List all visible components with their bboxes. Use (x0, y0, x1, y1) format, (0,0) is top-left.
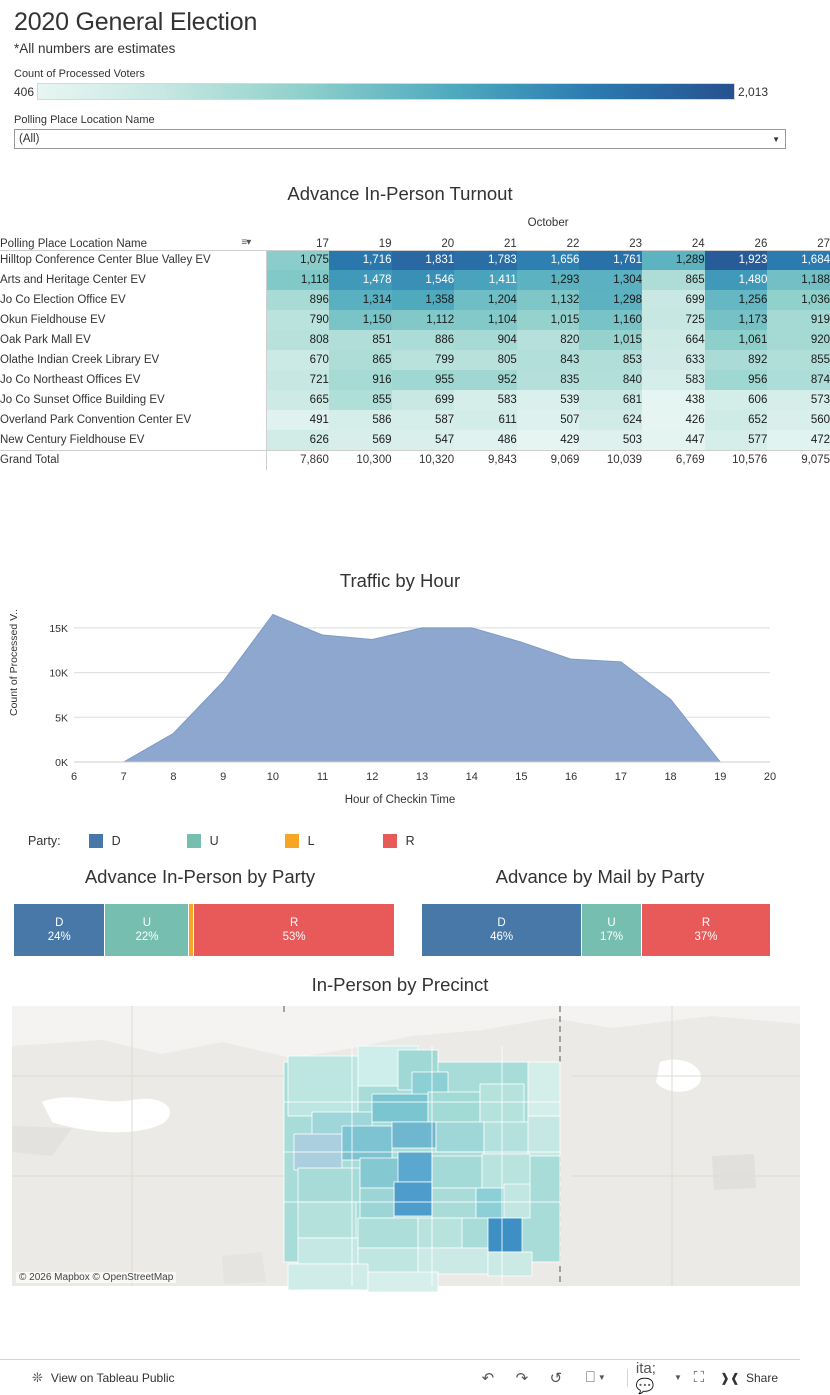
crosstab-cell[interactable]: 840 (579, 370, 642, 390)
crosstab-cell[interactable]: 1,061 (705, 330, 768, 350)
table-row[interactable] (0, 250, 830, 270)
crosstab-row-label: Jo Co Sunset Office Building EV (0, 390, 266, 410)
party-bar-segment-name: R (289, 917, 299, 929)
redo-icon[interactable]: ↷ (515, 1369, 529, 1387)
page-subtitle: *All numbers are estimates (14, 41, 176, 56)
crosstab-cell[interactable]: 569 (329, 430, 392, 450)
crosstab-cell[interactable]: 1,656 (517, 250, 580, 270)
traffic-area[interactable] (124, 614, 721, 762)
crosstab-cell[interactable]: 633 (642, 350, 705, 370)
crosstab-cell[interactable]: 586 (329, 410, 392, 430)
party-legend-item[interactable] (285, 834, 383, 848)
footer-divider (627, 1369, 628, 1387)
crosstab-cell[interactable]: 652 (705, 410, 768, 430)
party-color-swatch (89, 834, 103, 848)
tableau-logo-icon: ❊ (32, 1369, 43, 1385)
crosstab-row-label: Arts and Heritage Center EV (0, 270, 266, 290)
crosstab-cell[interactable]: 855 (329, 390, 392, 410)
traffic-y-tick: 5K (55, 712, 68, 725)
traffic-x-tick: 6 (70, 771, 78, 783)
crosstab-day-header: 21 (454, 231, 517, 250)
crosstab-cell[interactable]: 916 (329, 370, 392, 390)
traffic-area-plot (0, 598, 800, 798)
crosstab-cell[interactable]: 1,015 (579, 330, 642, 350)
party-color-swatch (383, 834, 397, 848)
crosstab-cell[interactable]: 1,075 (266, 250, 329, 270)
traffic-y-tick: 0K (55, 757, 68, 769)
crosstab-row-label: Okun Fieldhouse EV (0, 310, 266, 330)
crosstab-total-cell: 9,075 (767, 450, 830, 470)
crosstab-cell[interactable]: 799 (392, 350, 455, 370)
party-legend-label: Party: (28, 834, 61, 848)
crosstab-row-label: Jo Co Election Office EV (0, 290, 266, 310)
page-title: 2020 General Election (14, 8, 258, 36)
crosstab-row-label: Overland Park Convention Center EV (0, 410, 266, 430)
party-legend (28, 834, 800, 848)
traffic-x-tick: 12 (366, 771, 379, 783)
crosstab-cell[interactable]: 919 (767, 310, 830, 330)
crosstab-day-header: 23 (579, 231, 642, 250)
crosstab-cell[interactable]: 547 (392, 430, 455, 450)
party-bar-segment-pct: 46% (490, 931, 514, 943)
crosstab-cell[interactable]: 835 (517, 370, 580, 390)
party-bar-segment[interactable] (105, 904, 189, 956)
crosstab-total-cell: 9,843 (454, 450, 517, 470)
crosstab-cell[interactable]: 865 (329, 350, 392, 370)
crosstab-cell[interactable]: 1,684 (767, 250, 830, 270)
traffic-x-axis-label: Hour of Checkin Time (344, 794, 456, 806)
party-bar-segment[interactable] (422, 904, 582, 956)
traffic-y-tick: 15K (49, 622, 68, 635)
crosstab-cell[interactable]: 1,546 (392, 270, 455, 290)
crosstab-cell[interactable]: 892 (705, 350, 768, 370)
table-row[interactable] (0, 310, 830, 330)
crosstab-cell[interactable]: 1,480 (705, 270, 768, 290)
crosstab-cell[interactable]: 851 (329, 330, 392, 350)
pause-dropdown-icon[interactable]: ⎕ ▼ (585, 1369, 606, 1386)
crosstab-total-cell: 6,769 (642, 450, 705, 470)
party-color-swatch (285, 834, 299, 848)
crosstab-cell[interactable]: 539 (517, 390, 580, 410)
table-row[interactable] (0, 330, 830, 350)
crosstab-cell[interactable]: 855 (767, 350, 830, 370)
crosstab-cell[interactable]: 1,160 (579, 310, 642, 330)
crosstab-cell[interactable]: 560 (767, 410, 830, 430)
crosstab-cell[interactable]: 1,132 (517, 290, 580, 310)
party-bar-segment-name: U (607, 917, 616, 929)
party-bar-segment-pct: 37% (694, 931, 718, 943)
crosstab-cell[interactable]: 853 (579, 350, 642, 370)
party-legend-label-text: U (209, 834, 219, 848)
crosstab-total-cell: 10,039 (579, 450, 642, 470)
crosstab-cell[interactable]: 1,112 (392, 310, 455, 330)
traffic-x-tick: 17 (614, 771, 627, 783)
advance-in-person-bar (14, 904, 394, 956)
sort-icon[interactable]: ≡▾ (241, 236, 251, 248)
crosstab-cell[interactable]: 507 (517, 410, 580, 430)
table-row[interactable] (0, 370, 830, 390)
crosstab-cell[interactable]: 573 (767, 390, 830, 410)
party-legend-item[interactable] (187, 834, 285, 848)
crosstab-cell[interactable]: 426 (642, 410, 705, 430)
traffic-x-tick: 15 (515, 771, 528, 783)
party-bar-segment-name: D (55, 917, 64, 929)
crosstab-total-cell: 10,320 (392, 450, 455, 470)
polling-place-filter (14, 114, 800, 149)
crosstab-cell[interactable]: 1,923 (705, 250, 768, 270)
party-color-swatch (187, 834, 201, 848)
traffic-chart-title: Traffic by Hour (339, 570, 461, 591)
crosstab-day-header: 27 (767, 231, 830, 250)
table-row[interactable] (0, 270, 830, 290)
crosstab-cell[interactable]: 664 (642, 330, 705, 350)
table-row[interactable] (0, 430, 830, 450)
crosstab-row-header[interactable]: Polling Place Location Name ≡▾ (0, 231, 266, 250)
table-row[interactable] (0, 410, 830, 430)
crosstab-cell[interactable]: 808 (266, 330, 329, 350)
share-icon: ❱❰ (719, 1370, 740, 1385)
crosstab-cell[interactable]: 1,716 (329, 250, 392, 270)
crosstab-cell[interactable]: 1,150 (329, 310, 392, 330)
crosstab-cell[interactable]: 1,188 (767, 270, 830, 290)
crosstab-cell[interactable]: 956 (705, 370, 768, 390)
crosstab-cell[interactable]: 1,298 (579, 290, 642, 310)
crosstab-cell[interactable]: 429 (517, 430, 580, 450)
crosstab-cell[interactable]: 955 (392, 370, 455, 390)
party-legend-item[interactable] (383, 834, 481, 848)
crosstab-month-label: October (527, 217, 569, 229)
precinct-map[interactable] (12, 1006, 800, 1286)
crosstab-table (0, 215, 830, 470)
crosstab-cell[interactable]: 886 (392, 330, 455, 350)
crosstab-cell[interactable]: 503 (579, 430, 642, 450)
map-canvas[interactable] (12, 1006, 800, 1286)
crosstab-total-row (0, 450, 830, 470)
crosstab-cell[interactable]: 624 (579, 410, 642, 430)
crosstab-cell[interactable]: 904 (454, 330, 517, 350)
crosstab-cell[interactable]: 1,173 (705, 310, 768, 330)
table-row[interactable] (0, 290, 830, 310)
traffic-x-tick: 7 (120, 771, 127, 783)
advance-by-mail-title: Advance by Mail by Party (495, 866, 705, 887)
crosstab-cell[interactable]: 583 (642, 370, 705, 390)
crosstab-cell[interactable]: 472 (767, 430, 830, 450)
crosstab-cell[interactable]: 447 (642, 430, 705, 450)
crosstab-cell[interactable]: 1,314 (329, 290, 392, 310)
crosstab-cell[interactable]: 491 (266, 410, 329, 430)
crosstab-row-label: Olathe Indian Creek Library EV (0, 350, 266, 370)
traffic-x-tick: 11 (316, 771, 329, 783)
traffic-x-tick: 19 (714, 771, 727, 783)
crosstab-total-cell: 10,576 (705, 450, 768, 470)
party-legend-label-text: L (307, 834, 315, 848)
crosstab-total-cell: 9,069 (517, 450, 580, 470)
crosstab-cell[interactable]: 626 (266, 430, 329, 450)
party-bar-segment-name: R (701, 917, 711, 929)
traffic-x-tick: 10 (266, 771, 279, 783)
color-legend-max: 2,013 (738, 84, 769, 99)
crosstab-month-header-row (0, 215, 830, 231)
party-bar-segment-pct: 17% (600, 931, 624, 943)
crosstab-cell[interactable]: 721 (266, 370, 329, 390)
crosstab-cell[interactable]: 1,036 (767, 290, 830, 310)
crosstab-row-label: New Century Fieldhouse EV (0, 430, 266, 450)
crosstab-day-header: 19 (329, 231, 392, 250)
crosstab-total-label: Grand Total (0, 450, 266, 470)
crosstab-cell[interactable]: 1,831 (392, 250, 455, 270)
crosstab-row-label: Hilltop Conference Center Blue Valley EV (0, 250, 266, 270)
crosstab-cell[interactable]: 874 (767, 370, 830, 390)
filter-selected-value: (All) (19, 133, 40, 145)
crosstab-cell[interactable]: 896 (266, 290, 329, 310)
crosstab-cell[interactable]: 1,478 (329, 270, 392, 290)
view-on-tableau-public-link[interactable]: View on Tableau Public (50, 1370, 175, 1385)
crosstab-cell[interactable]: 438 (642, 390, 705, 410)
undo-icon[interactable]: ↶ (481, 1369, 495, 1387)
crosstab-day-header: 22 (517, 231, 580, 250)
crosstab-cell[interactable]: 1,289 (642, 250, 705, 270)
party-bar-segment-pct: 22% (135, 931, 159, 943)
crosstab-cell[interactable]: 583 (454, 390, 517, 410)
color-legend-caption: Count of Processed Voters (14, 68, 145, 80)
crosstab-cell[interactable]: 1,783 (454, 250, 517, 270)
crosstab-cell[interactable]: 1,256 (705, 290, 768, 310)
crosstab-cell[interactable]: 865 (642, 270, 705, 290)
chevron-down-icon[interactable]: ▼ (772, 134, 780, 144)
crosstab-cell[interactable]: 843 (517, 350, 580, 370)
crosstab-cell[interactable]: 1,358 (392, 290, 455, 310)
crosstab-cell[interactable]: 1,761 (579, 250, 642, 270)
crosstab-cell[interactable]: 952 (454, 370, 517, 390)
traffic-x-tick: 8 (170, 771, 177, 783)
party-legend-label-text: D (111, 834, 121, 848)
filter-label: Polling Place Location Name (14, 114, 155, 126)
crosstab-cell[interactable]: 1,015 (517, 310, 580, 330)
crosstab-cell[interactable]: 1,104 (454, 310, 517, 330)
crosstab-cell[interactable]: 577 (705, 430, 768, 450)
traffic-x-tick: 13 (415, 771, 429, 783)
crosstab-cell[interactable]: 920 (767, 330, 830, 350)
crosstab-cell[interactable]: 665 (266, 390, 329, 410)
traffic-y-axis-label: Count of Processed V.. (8, 608, 20, 716)
advance-in-person-title: Advance In-Person by Party (84, 866, 316, 887)
crosstab-day-header: 26 (705, 231, 768, 250)
traffic-x-tick: 20 (763, 771, 777, 783)
crosstab-total-cell: 10,300 (329, 450, 392, 470)
revert-icon[interactable]: ↺ (549, 1369, 563, 1387)
crosstab-cell[interactable]: 699 (642, 290, 705, 310)
traffic-x-tick: 14 (465, 771, 478, 783)
crosstab-cell[interactable]: 681 (579, 390, 642, 410)
crosstab-cell[interactable]: 486 (454, 430, 517, 450)
share-label: Share (745, 1370, 778, 1385)
traffic-x-tick: 16 (565, 771, 578, 783)
crosstab-title: Advance In-Person Turnout (287, 183, 513, 204)
crosstab-cell[interactable]: 587 (392, 410, 455, 430)
traffic-y-tick: 10K (49, 667, 68, 680)
crosstab-row-label: Oak Park Mall EV (0, 330, 266, 350)
party-bar-segment[interactable] (582, 904, 642, 956)
crosstab-cell[interactable]: 606 (705, 390, 768, 410)
advance-by-mail-bar (422, 904, 770, 956)
party-bar-segment-name: U (142, 917, 152, 929)
map-attribution: © 2026 Mapbox © OpenStreetMap (16, 1272, 176, 1283)
crosstab-day-header: 24 (642, 231, 705, 250)
crosstab (0, 215, 830, 470)
table-row[interactable] (0, 350, 830, 370)
crosstab-cell[interactable]: 1,304 (579, 270, 642, 290)
party-bar-segment-name: D (497, 917, 506, 929)
comment-icon[interactable]: ita;💬 ▼ (635, 1360, 682, 1395)
crosstab-cell[interactable]: 725 (642, 310, 705, 330)
party-bar-segment-pct: 24% (47, 931, 71, 943)
crosstab-cell[interactable]: 699 (392, 390, 455, 410)
crosstab-total-cell: 7,860 (266, 450, 329, 470)
map-title: In-Person by Precinct (311, 974, 489, 995)
crosstab-cell[interactable]: 1,118 (266, 270, 329, 290)
crosstab-day-header: 17 (266, 231, 329, 250)
traffic-x-tick: 9 (220, 771, 227, 783)
color-legend (14, 68, 800, 100)
color-legend-min: 406 (14, 84, 35, 99)
crosstab-cell[interactable]: 820 (517, 330, 580, 350)
party-bar-segment[interactable] (194, 904, 394, 956)
crosstab-cell[interactable]: 670 (266, 350, 329, 370)
party-bar-segment[interactable] (14, 904, 105, 956)
tableau-footer (0, 1359, 800, 1395)
crosstab-cell[interactable]: 790 (266, 310, 329, 330)
fullscreen-icon[interactable]: ⛶ (693, 1369, 705, 1386)
filter-dropdown[interactable] (14, 129, 786, 149)
party-bar-segment[interactable] (642, 904, 770, 956)
crosstab-cell[interactable]: 1,204 (454, 290, 517, 310)
crosstab-day-header: 20 (392, 231, 455, 250)
party-legend-label-text: R (405, 834, 415, 848)
crosstab-header-row (0, 231, 830, 250)
crosstab-cell[interactable]: 1,293 (517, 270, 580, 290)
party-bar-segment-pct: 53% (282, 931, 306, 943)
crosstab-cell[interactable]: 611 (454, 410, 517, 430)
crosstab-row-label: Jo Co Northeast Offices EV (0, 370, 266, 390)
party-legend-item[interactable] (89, 834, 187, 848)
traffic-chart (0, 598, 800, 828)
color-legend-gradient (37, 83, 735, 100)
table-row[interactable] (0, 390, 830, 410)
crosstab-cell[interactable]: 1,411 (454, 270, 517, 290)
traffic-x-tick: 18 (664, 771, 677, 783)
share-button[interactable] (716, 1371, 786, 1385)
crosstab-cell[interactable]: 805 (454, 350, 517, 370)
